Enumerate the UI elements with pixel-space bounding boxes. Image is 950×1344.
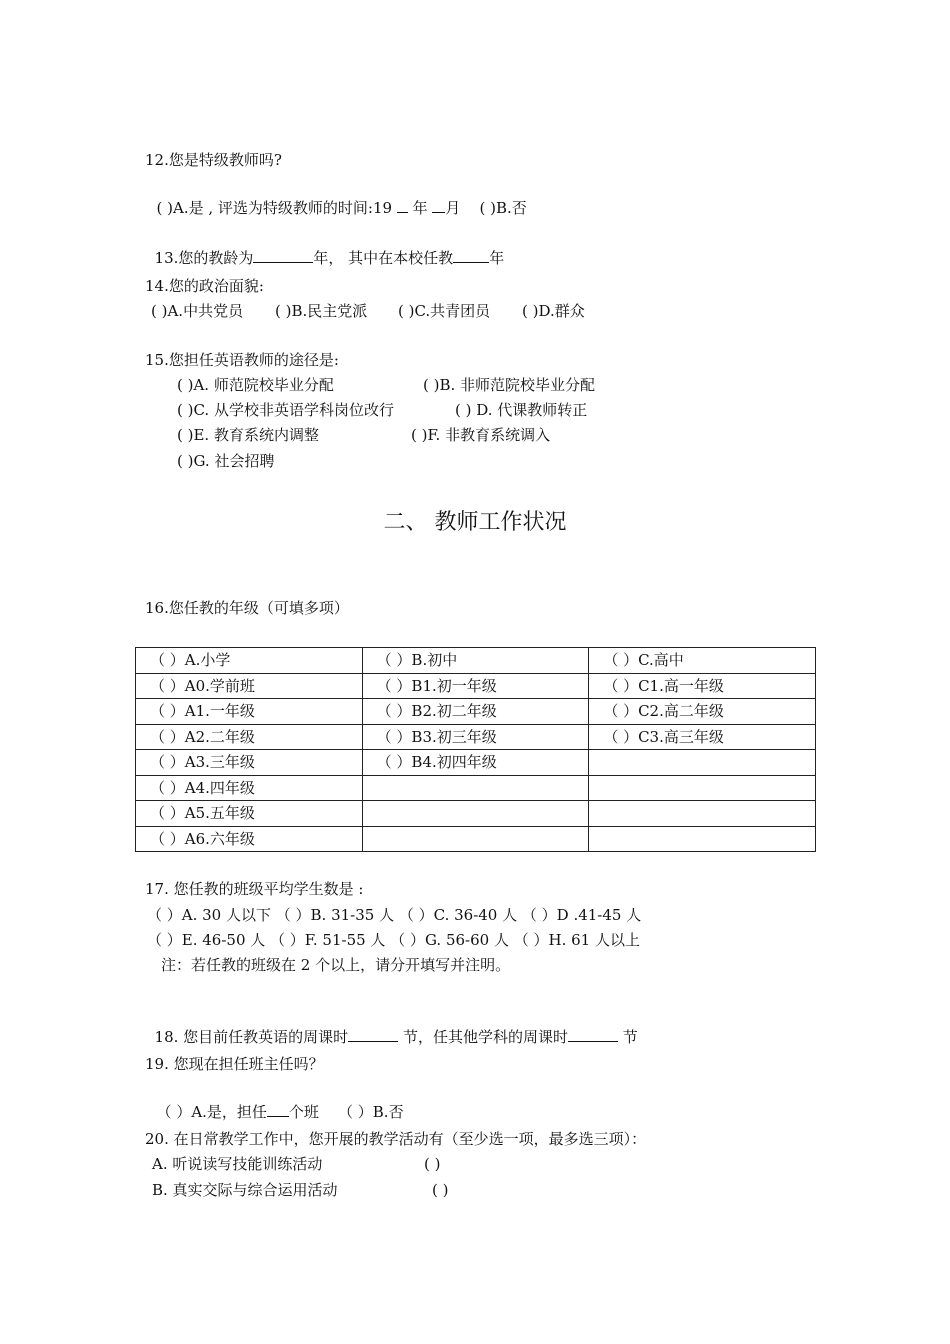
q18-other-hours-blank[interactable]: [568, 1026, 618, 1042]
q20-item-b-label: B. 真实交际与综合运用活动: [152, 1181, 338, 1199]
grade-option[interactable]: （ ）C1.高一年级: [589, 673, 816, 699]
grade-table-row: [136, 648, 816, 674]
q13-question: [145, 225, 504, 269]
grade-empty-cell: [362, 801, 589, 827]
q20-question: 20. 在日常教学工作中，您开展的教学活动有（至少选一项，最多选三项）：: [145, 1130, 647, 1148]
grade-option[interactable]: （ ）B.初中: [362, 648, 589, 674]
grade-table-row: [136, 673, 816, 699]
q13-suffix: 年: [489, 249, 505, 267]
grade-option[interactable]: （ ）B3.初三年级: [362, 724, 589, 750]
grade-option[interactable]: （ ）A5.五年级: [136, 801, 363, 827]
grade-table-row: [136, 724, 816, 750]
q15-option-a[interactable]: ( )A. 师范院校毕业分配: [177, 376, 334, 394]
q18-question: [145, 1004, 638, 1048]
q19-option-a[interactable]: （ ）A.是，担任: [156, 1103, 267, 1121]
q15-option-e[interactable]: ( )E. 教育系统内调整: [177, 426, 319, 444]
q17-options-line2[interactable]: （ ）E. 46-50 人 （ ）F. 51-55 人 （ ）G. 56-60 人 （ ）H. 61 人以上: [147, 931, 640, 949]
q17-question: 17. 您任教的班级平均学生数是 :: [145, 880, 364, 898]
grade-empty-cell: [589, 801, 816, 827]
q15-question: 15.您担任英语教师的途径是:: [145, 351, 339, 369]
grade-option[interactable]: （ ）A4.四年级: [136, 775, 363, 801]
q14-question: 14.您的政治面貌:: [145, 277, 264, 295]
q14-option-b[interactable]: ( )B.民主党派: [275, 302, 368, 320]
q12-year-label: 年: [407, 199, 433, 217]
q13-teaching-years-blank[interactable]: [253, 247, 313, 263]
q19-question: 19. 您现在担任班主任吗？: [145, 1055, 324, 1073]
grade-table-row: [136, 699, 816, 725]
q20-item-b-checkbox[interactable]: ( ): [432, 1181, 449, 1199]
grade-empty-cell: [589, 775, 816, 801]
q13-mid: 年， 其中在本校任教: [313, 249, 454, 267]
grade-table-row: [136, 775, 816, 801]
grade-option[interactable]: （ ）B1.初一年级: [362, 673, 589, 699]
q16-question: 16.您任教的年级（可填多项）: [145, 599, 349, 617]
q15-option-f[interactable]: ( )F. 非教育系统调入: [411, 426, 551, 444]
grade-option[interactable]: （ ）C.高中: [589, 648, 816, 674]
grade-option[interactable]: （ ）A3.三年级: [136, 750, 363, 776]
q12-month-label: 月: [445, 199, 461, 217]
q20-item-a-label: A. 听说读写技能训练活动: [152, 1155, 323, 1173]
grade-option[interactable]: （ ）A1.一年级: [136, 699, 363, 725]
grade-table-row: [136, 801, 816, 827]
grade-option[interactable]: （ ）A6.六年级: [136, 826, 363, 852]
q13-school-years-blank[interactable]: [453, 247, 489, 263]
q12-option-b[interactable]: ( )B.否: [479, 199, 527, 217]
grade-option[interactable]: （ ）A.小学: [136, 648, 363, 674]
grade-empty-cell: [589, 750, 816, 776]
section-title: 二、 教师工作状况: [383, 510, 567, 535]
q15-option-b[interactable]: ( )B. 非师范院校毕业分配: [423, 376, 596, 394]
q19-options: [147, 1079, 404, 1123]
q18-english-hours-blank[interactable]: [348, 1026, 398, 1042]
q19-option-a-suffix: 个班: [288, 1103, 319, 1121]
q14-option-a[interactable]: ( )A.中共党员: [151, 302, 244, 320]
q15-option-d[interactable]: ( ) D. 代课教师转正: [455, 401, 588, 419]
q17-note: 注：若任教的班级在 2 个以上，请分开填写并注明。: [161, 956, 511, 974]
q19-class-count-blank[interactable]: [267, 1101, 289, 1117]
q12-option-a[interactable]: ( )A.是 , 评选为特级教师的时间:19: [156, 199, 397, 217]
q18-suffix: 节: [617, 1028, 638, 1046]
grade-table-row: [136, 826, 816, 852]
grade-option[interactable]: （ ）B4.初四年级: [362, 750, 589, 776]
grade-empty-cell: [589, 826, 816, 852]
grade-empty-cell: [362, 775, 589, 801]
q14-option-d[interactable]: ( )D.群众: [522, 302, 585, 320]
grade-option[interactable]: （ ）B2.初二年级: [362, 699, 589, 725]
q12-month-blank[interactable]: [432, 197, 445, 213]
grade-option[interactable]: （ ）A2.二年级: [136, 724, 363, 750]
grade-empty-cell: [362, 826, 589, 852]
q17-options-line1[interactable]: （ ）A. 30 人以下 （ ）B. 31-35 人 （ ）C. 36-40 人 （ ）D .41-45 人: [147, 906, 642, 924]
grade-option[interactable]: （ ）C3.高三年级: [589, 724, 816, 750]
q19-option-b[interactable]: （ ）B.否: [338, 1103, 404, 1121]
grade-table-row: [136, 750, 816, 776]
q15-option-c[interactable]: ( )C. 从学校非英语学科岗位改行: [177, 401, 394, 419]
q15-option-g[interactable]: ( )G. 社会招聘: [177, 452, 275, 470]
grade-option[interactable]: （ ）A0.学前班: [136, 673, 363, 699]
grade-table: [135, 647, 816, 852]
q12-options: [147, 175, 527, 219]
q12-question: 12.您是特级教师吗?: [145, 151, 282, 169]
q14-option-c[interactable]: ( )C.共青团员: [398, 302, 491, 320]
grade-option[interactable]: （ ）C2.高二年级: [589, 699, 816, 725]
q12-year-blank[interactable]: [397, 197, 408, 213]
q18-mid: 节，任其他学科的周课时: [398, 1028, 568, 1046]
q18-prefix: 18. 您目前任教英语的周课时: [154, 1028, 349, 1046]
q20-item-a-checkbox[interactable]: ( ): [424, 1155, 441, 1173]
q13-prefix: 13.您的教龄为: [154, 249, 254, 267]
